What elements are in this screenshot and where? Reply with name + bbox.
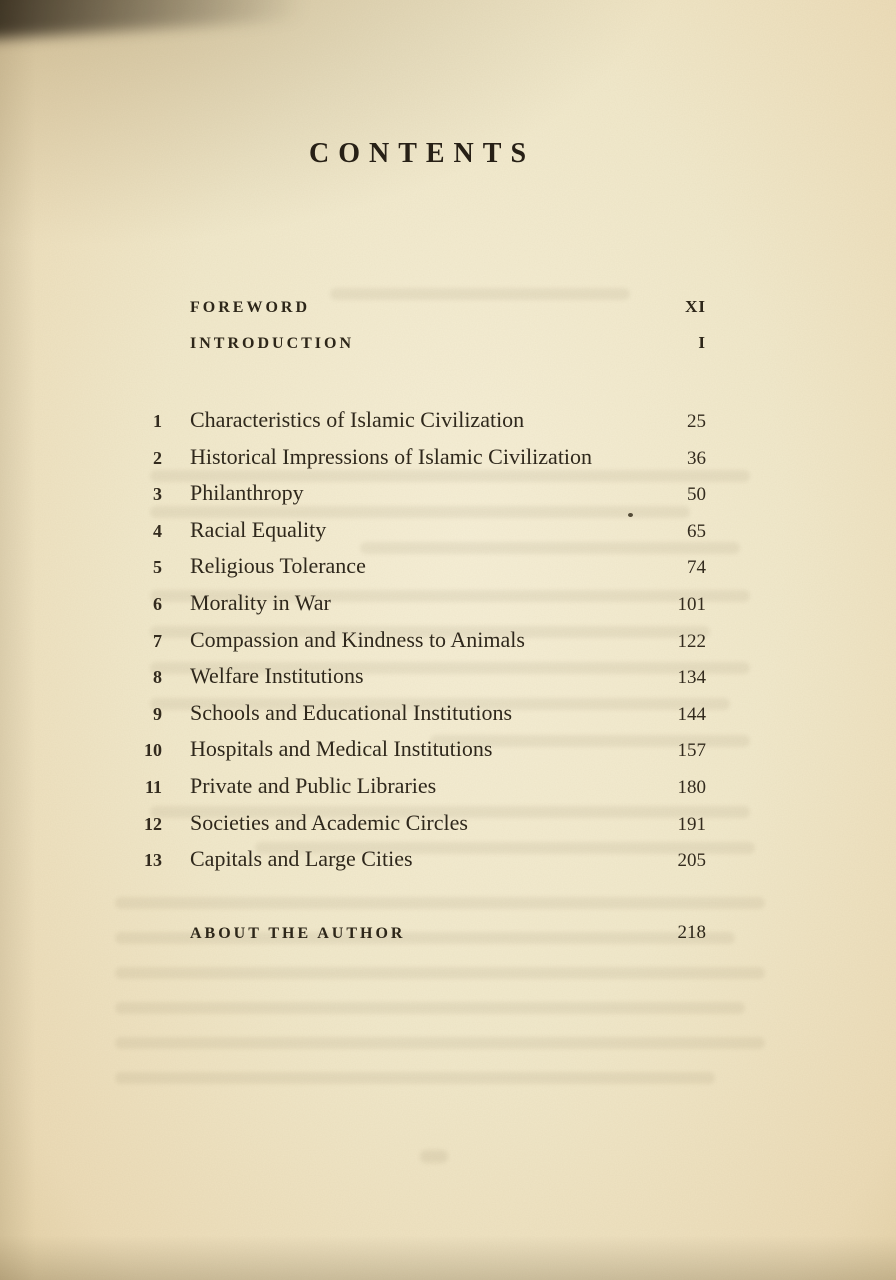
- chapter-number: 3: [153, 484, 162, 505]
- chapter-title: Historical Impressions of Islamic Civilization: [190, 443, 593, 469]
- page-number: 157: [677, 740, 706, 762]
- toc-front-matter: [138, 297, 706, 369]
- chapter-title: Compassion and Kindness to Animals: [190, 626, 525, 652]
- page-number: 218: [677, 922, 706, 943]
- page-number: 144: [677, 703, 706, 725]
- chapter-number: 10: [144, 740, 162, 761]
- chapter-title: Private and Public Libraries: [190, 772, 437, 798]
- chapter-number: 5: [153, 557, 162, 578]
- ghost-page-folio: [420, 1150, 448, 1163]
- page-title: CONTENTS: [308, 138, 536, 169]
- toc-row: [138, 922, 706, 958]
- page-number: 50: [687, 484, 706, 506]
- chapter-number: 7: [153, 630, 162, 651]
- toc-row: [138, 700, 706, 737]
- toc-row: [138, 480, 706, 517]
- page-number: 65: [687, 520, 706, 542]
- chapter-title: Capitals and Large Cities: [190, 846, 413, 872]
- chapter-number: 12: [144, 813, 162, 834]
- chapter-title: Hospitals and Medical Institutions: [190, 736, 493, 762]
- page-number: XI: [685, 297, 706, 316]
- bleedthrough-line: [115, 967, 765, 979]
- bleedthrough-line: [115, 1037, 765, 1049]
- chapter-title: Schools and Educational Institutions: [190, 699, 513, 725]
- chapter-title: Morality in War: [190, 589, 331, 615]
- chapter-title: Religious Tolerance: [190, 553, 366, 579]
- toc-row: [138, 444, 706, 481]
- chapter-number: 1: [153, 411, 162, 431]
- toc-row: [138, 407, 706, 444]
- toc-row: [138, 810, 706, 847]
- chapter-title: Racial Equality: [190, 516, 327, 542]
- chapter-title: Welfare Institutions: [190, 663, 364, 689]
- toc-row: [138, 736, 706, 773]
- chapter-number: 11: [144, 776, 162, 797]
- toc-row: [138, 517, 706, 554]
- chapter-number: 2: [153, 447, 162, 468]
- chapter-title: Characteristics of Islamic Civilization: [190, 407, 525, 432]
- chapter-number: 4: [153, 520, 162, 541]
- bleedthrough-line: [115, 897, 765, 909]
- front-matter-label: INTRODUCTION: [190, 335, 355, 352]
- chapter-number: 6: [153, 593, 162, 614]
- chapter-title: Societies and Academic Circles: [190, 809, 468, 835]
- toc-row: [138, 333, 706, 369]
- chapter-title: Philanthropy: [190, 480, 304, 506]
- toc-row: [138, 663, 706, 700]
- chapter-number: 8: [153, 667, 162, 688]
- page-number: 25: [687, 411, 706, 432]
- page-number: 180: [677, 776, 706, 798]
- bleedthrough-line: [115, 1072, 715, 1084]
- toc-back-matter: [138, 922, 706, 958]
- bleedthrough-line: [115, 1002, 745, 1014]
- toc-row: [138, 553, 706, 590]
- toc-row: [138, 773, 706, 810]
- page-number: 205: [677, 850, 706, 872]
- back-matter-label: ABOUT THE AUTHOR: [190, 925, 406, 942]
- page-number: 191: [677, 813, 706, 835]
- page-number: 134: [677, 667, 706, 689]
- front-matter-label: FOREWORD: [190, 299, 310, 316]
- page-number: 122: [677, 630, 706, 652]
- toc-row: [138, 590, 706, 627]
- toc-row: [138, 297, 706, 333]
- page-number: 74: [687, 557, 706, 579]
- toc-chapter-list: [138, 407, 706, 883]
- page-number: 101: [677, 593, 706, 615]
- chapter-number: 9: [153, 703, 162, 724]
- chapter-number: 13: [144, 850, 162, 871]
- page-number: I: [698, 333, 706, 352]
- page-number: 36: [687, 447, 706, 469]
- toc-row: [138, 627, 706, 664]
- toc-row: [138, 846, 706, 883]
- scan-corner-shadow: [0, 0, 411, 43]
